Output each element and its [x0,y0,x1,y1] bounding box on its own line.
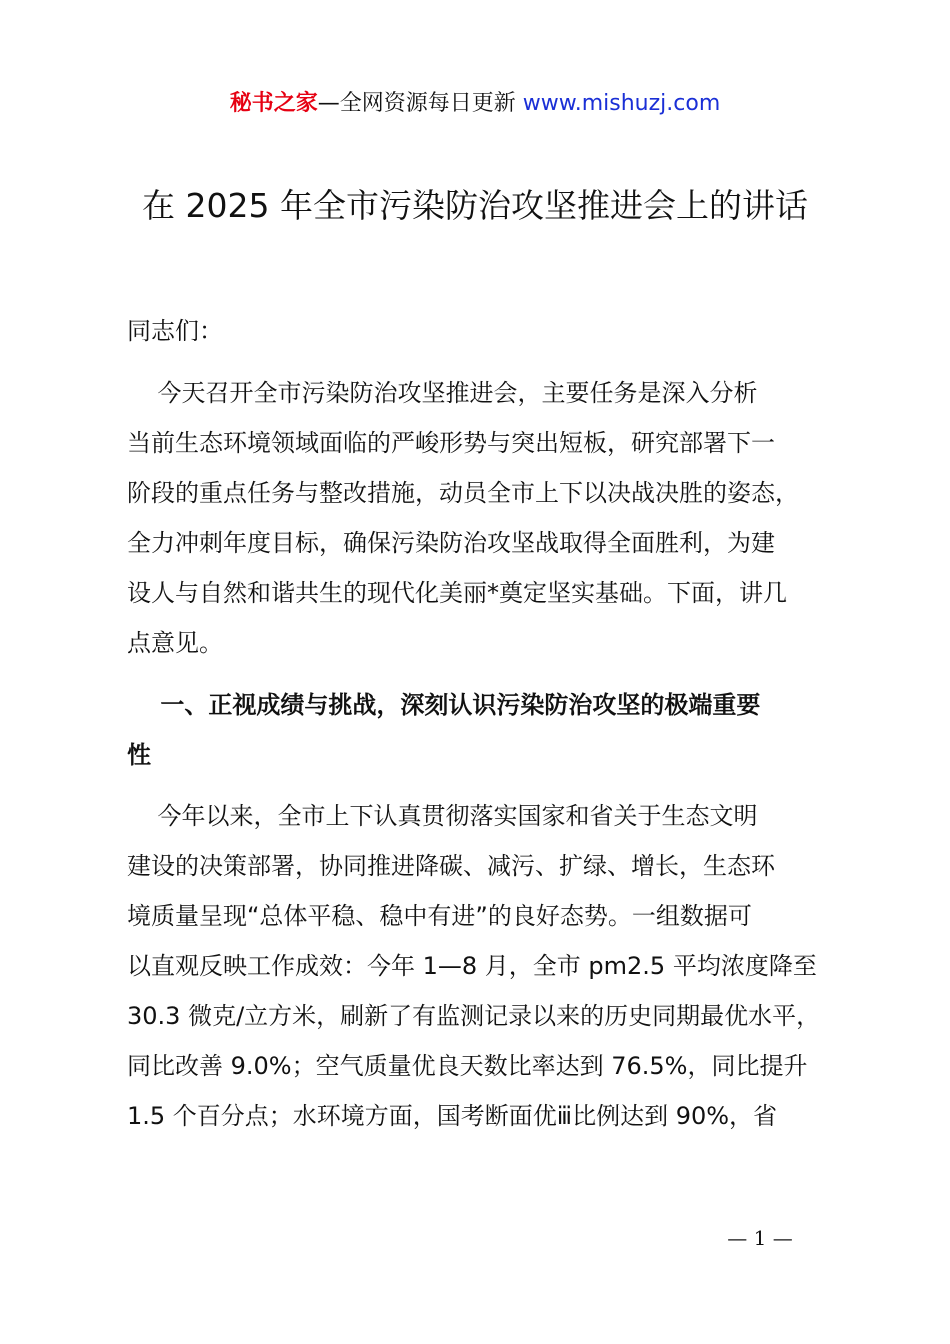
paragraph-achievements [127,791,847,1141]
paragraph-line: 点意见。 [127,629,223,657]
paragraph-line: 1.5 个百分点；水环境方面，国考断面优ⅲ比例达到 90%，省 [127,1102,778,1130]
paragraph-line: 建设的决策部署，协同推进降碳、减污、扩绿、增长，生态环 [127,852,775,880]
site-url-link[interactable]: www.mishuzj.com [522,91,721,116]
paragraph-line: 今年以来，全市上下认真贯彻落实国家和省关于生态文明 [127,802,758,830]
heading-line: 性 [127,741,151,769]
paragraph-line: 30.3 微克/立方米，刷新了有监测记录以来的历史同期最优水平， [127,1002,821,1030]
paragraph-line: 阶段的重点任务与整改措施，动员全市上下以决战决胜的姿态， [127,479,799,507]
paragraph-line: 同比改善 9.0%；空气质量优良天数比率达到 76.5%，同比提升 [127,1052,808,1080]
paragraph-intro [127,368,847,668]
section-heading-1 [127,680,847,780]
heading-line: 一、正视成绩与挑战，深刻认识污染防治攻坚的极端重要 [127,691,761,719]
paragraph-line: 以直观反映工作成效：今年 1—8 月，全市 pm2.5 平均浓度降至 [127,952,817,980]
site-brand: 秘书之家 [229,91,318,116]
paragraph-line: 今天召开全市污染防治攻坚推进会，主要任务是深入分析 [127,379,758,407]
paragraph-line: 当前生态环境领域面临的严峻形势与突出短板，研究部署下一 [127,429,775,457]
paragraph-line: 全力冲刺年度目标，确保污染防治攻坚战取得全面胜利，为建 [127,529,775,557]
salutation [127,306,847,356]
paragraph-line: 境质量呈现“总体平稳、稳中有进”的良好态势。一组数据可 [127,902,752,930]
salutation-text: 同志们： [127,317,223,345]
document-title: 在 2025 年全市污染防治攻坚推进会上的讲话 [142,186,808,225]
site-banner [0,88,950,120]
paragraph-line: 设人与自然和谐共生的现代化美丽*奠定坚实基础。下面，讲几 [127,579,787,607]
page-number: — 1 — [727,1226,793,1250]
site-tagline: —全网资源每日更新 [317,91,523,116]
